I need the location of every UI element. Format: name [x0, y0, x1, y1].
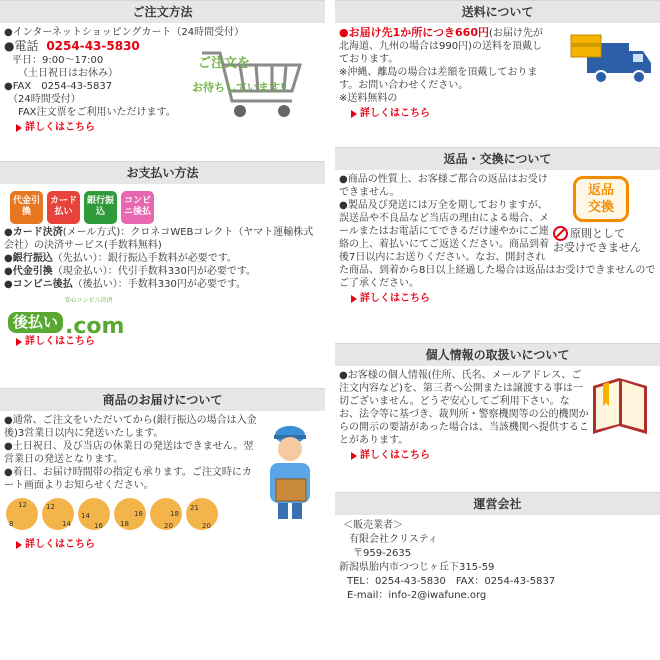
- book-illustration: [587, 372, 653, 446]
- delivery-more-link[interactable]: [16, 538, 321, 551]
- payment-badges: [10, 191, 321, 224]
- returns-more-label: 詳しくはこちら: [360, 293, 430, 304]
- bank-badge: 銀行振込: [84, 191, 117, 224]
- company-tel-fax: TEL：0254-43-5830 FAX：0254-43-5837: [347, 576, 556, 587]
- delivery-line3: ●着日、お届け時間帯の指定も承ります。ご注文時にカート画面よりお知らせください。: [4, 467, 252, 491]
- shipping-price-note: (お届け先が北海道、九州の場合は990円)の送料を頂戴しております。: [339, 28, 543, 65]
- order-tel-number[interactable]: 0254-43-5830: [46, 39, 140, 53]
- payment-bank-line: [4, 252, 321, 265]
- order-tel-label: ●電話: [4, 39, 39, 53]
- company-section-header: 運営会社: [335, 492, 660, 515]
- privacy-more-link[interactable]: [351, 449, 656, 462]
- triangle-right-icon: [16, 338, 22, 346]
- delivery-more-label: 詳しくはこちら: [25, 539, 95, 550]
- triangle-right-icon: [16, 541, 22, 549]
- payment-cod-line: [4, 265, 321, 278]
- order-section-header: ご注文方法: [0, 0, 325, 23]
- order-more-label: 詳しくはこちら: [25, 122, 95, 133]
- cart-banner-text1: ご注文を: [198, 56, 251, 71]
- privacy-more-label: 詳しくはこちら: [360, 450, 430, 461]
- returns-badge-l1: 返品: [587, 183, 614, 198]
- delivery-line1: ●通常、ご注文をいただいてから(銀行振込の場合は入金後)3営業日以内に発送いたします。: [4, 415, 257, 439]
- truck-illustration: [553, 31, 653, 95]
- convenience-badge: コンビニ後払: [121, 191, 154, 224]
- company-email[interactable]: E-mail：info-2@iwafune.org: [347, 590, 487, 601]
- returns-note-l2: お受けできません: [553, 241, 641, 254]
- payment-more-label: 詳しくはこちら: [25, 336, 95, 347]
- atobarai-logo-com: .com: [65, 314, 125, 339]
- triangle-right-icon: [351, 452, 357, 460]
- order-fax-note: （24時間受付）: [8, 94, 81, 105]
- delivery-line2: ●土日祝日、及び当店の休業日の発送はできません。翌営業日の発送となります。: [4, 441, 254, 465]
- shipping-price: ●お届け先1か所につき660円: [339, 26, 489, 39]
- atobarai-logo-text: 後払い: [8, 312, 63, 333]
- returns-more-link[interactable]: [351, 292, 656, 305]
- triangle-right-icon: [351, 110, 357, 118]
- company-address: 新潟県胎内市つつじヶ丘下315-59: [339, 562, 495, 573]
- payment-section-header: お支払い方法: [0, 161, 325, 184]
- shipping-section-header: 送料について: [335, 0, 660, 23]
- privacy-section-body: [335, 366, 660, 492]
- payment-cod-desc: （現金払い）：代引手数料330円が必要です。: [52, 266, 257, 277]
- right-column: [335, 0, 660, 603]
- privacy-line1-text: ●お客様の個人情報(住所、氏名、メールアドレス、ご注文内容など)を、第三者へ公開または譲渡する事は一切ございません。どうぞ安心してご利用下さい。なお、法令等に基づき、裁判所・警察機関等の公的機関からの開示の要請があった場合は、当該機関へ提供することがあります。: [339, 370, 589, 446]
- returns-badge-l2: 交換: [587, 200, 614, 215]
- book-icon: [587, 372, 653, 442]
- payment-card-desc: (メール方式)：クロネコWEBコレクト（ヤマト運輸株式会社）の決済サービス(手数料無料): [4, 227, 314, 251]
- cod-badge: 代金引換: [10, 191, 43, 224]
- payment-conv-line: [4, 278, 321, 291]
- delivery-person-illustration: [262, 421, 320, 525]
- delivery-section-body: [0, 411, 325, 614]
- returns-note-l1: 原則として: [570, 226, 625, 240]
- atobarai-logo: [8, 297, 321, 339]
- triangle-right-icon: [351, 295, 357, 303]
- delivery-person-icon: [262, 421, 320, 521]
- shipping-section-body: [335, 23, 660, 147]
- cart-banner-text2: お待ちしています!: [192, 81, 286, 94]
- payment-bank-label: ●銀行振込: [4, 253, 53, 264]
- order-section-body: [0, 23, 325, 161]
- cart-banner: [192, 43, 310, 123]
- privacy-section-header: 個人情報の取扱いについて: [335, 343, 660, 366]
- clock-icon: 18 20: [150, 498, 182, 530]
- company-name: 有限会社クリスティ: [349, 534, 438, 545]
- shipping-line3: ※送料無料の: [339, 93, 398, 104]
- shipping-line1: [339, 26, 549, 66]
- triangle-right-icon: [16, 124, 22, 132]
- payment-conv-desc: （後払い）：手数料330円が必要です。: [72, 279, 247, 290]
- delivery-section-header: 商品のお届けについて: [0, 388, 325, 411]
- clock-icon: 14 16: [78, 498, 110, 530]
- returns-badge: [573, 176, 629, 222]
- clock-icon: 16 18: [114, 498, 146, 530]
- shipping-line2: ※沖縄、離島の場合は差額を頂戴しております。お問い合わせください。: [339, 67, 538, 91]
- returns-line2-text: ●製品及び発送には万全を期しておりますが、誤送品や不良品など当店の理由による場合、メールまたはお電話にてできるだけ速やかにご連絡の上、着払いにてご返送ください。商品到着後7日以内にお送りください。なお、開封された商品、到着から8日以上経過した場合は返品はお受けできませんのでご了承ください。: [339, 200, 656, 289]
- left-column: [0, 0, 325, 614]
- payment-bank-desc: （先払い）：銀行振込手数料が必要です。: [52, 253, 237, 264]
- atobarai-logo-sub: 安心コンビニ決済: [64, 297, 113, 304]
- order-fax-note2: FAX注文票をご利用いただけます。: [18, 107, 176, 118]
- prohibited-icon: [553, 226, 568, 241]
- order-fax: ●FAX 0254-43-5837: [4, 81, 113, 92]
- payment-section-body: [0, 184, 325, 388]
- company-zip: 〒959-2635: [353, 548, 412, 559]
- clock-icon: 12 14: [42, 498, 74, 530]
- clock-icon: 21 20: [186, 498, 218, 530]
- payment-more-link[interactable]: [16, 335, 321, 348]
- payment-card-line: [4, 226, 321, 252]
- payment-card-label: ●カード決済: [4, 227, 63, 238]
- shipping-more-link[interactable]: [351, 107, 656, 120]
- returns-section-body: [335, 170, 660, 343]
- payment-cod-label: ●代金引換: [4, 266, 53, 277]
- order-hours-note: （土日祝日はお休み）: [18, 68, 118, 79]
- payment-conv-label: ●コンビニ後払: [4, 279, 73, 290]
- company-section-body: [335, 515, 660, 603]
- shipping-more-label: 詳しくはこちら: [360, 108, 430, 119]
- order-hours: 平日：9:00～17:00: [12, 55, 104, 66]
- returns-section-header: 返品・交換について: [335, 147, 660, 170]
- card-badge: カード払い: [47, 191, 80, 224]
- clock-icon: 12 8: [6, 498, 38, 530]
- returns-line1: ●商品の性質上、お客様ご都合の返品はお受けできません。: [339, 174, 548, 198]
- company-line1: ＜販売業者＞: [343, 520, 403, 531]
- returns-note: [553, 226, 641, 255]
- order-cart-line: ●インターネットショッピングカート（24時間受付）: [4, 27, 245, 38]
- delivery-truck-icon: [553, 31, 653, 91]
